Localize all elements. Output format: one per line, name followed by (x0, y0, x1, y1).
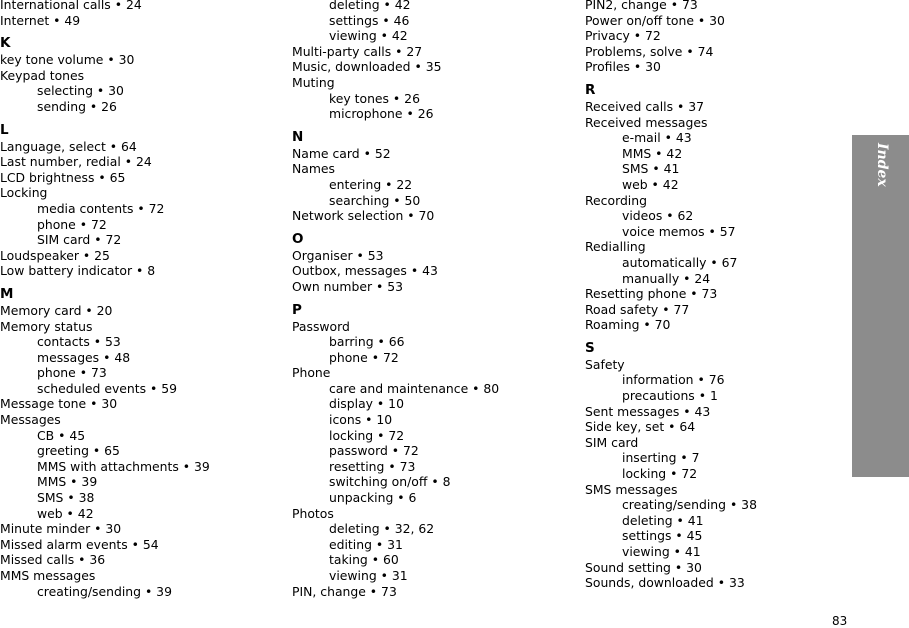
index-subentry: phone • 73 (37, 365, 107, 381)
index-subentry: information • 76 (622, 372, 725, 388)
index-entry: Memory status (0, 318, 93, 334)
index-subentry: microphone • 26 (329, 106, 434, 122)
index-subentry: precautions • 1 (622, 388, 718, 404)
index-subentry: settings • 45 (622, 528, 703, 544)
index-entry: Phone (292, 365, 331, 381)
index-column-3 (585, 0, 845, 591)
index-entry: Memory card • 20 (0, 302, 113, 318)
index-entry: Privacy • 72 (585, 28, 661, 44)
index-entry: Road safety • 77 (585, 301, 690, 317)
section-letter: O (292, 230, 304, 247)
index-entry: MMS messages (0, 568, 96, 583)
index-subentry: contacts • 53 (37, 334, 121, 350)
index-subentry: media contents • 72 (37, 200, 165, 216)
index-subentry: deleting • 42 (329, 0, 411, 12)
index-subentry: automatically • 67 (622, 254, 738, 270)
index-entry: Redialling (585, 239, 646, 255)
index-subentry: viewing • 41 (622, 544, 701, 559)
index-subentry: display • 10 (329, 396, 404, 412)
section-letter: N (292, 128, 304, 145)
index-subentry: deleting • 41 (622, 512, 704, 528)
index-entry: Muting (292, 74, 335, 90)
index-subentry: resetting • 73 (329, 458, 416, 474)
index-entry: Name card • 52 (292, 145, 391, 161)
index-subentry: viewing • 42 (329, 28, 408, 44)
index-subentry: messages • 48 (37, 349, 131, 365)
index-subentry: MMS with attachments • 39 (37, 458, 210, 474)
index-subentry: phone • 72 (37, 216, 107, 232)
index-subentry: sending • 26 (37, 98, 117, 114)
index-entry: Sounds, downloaded • 33 (585, 575, 745, 591)
index-subentry: settings • 46 (329, 12, 410, 28)
index-subentry: searching • 50 (329, 192, 421, 208)
index-subentry: voice memos • 57 (622, 223, 736, 239)
index-subentry: SIM card • 72 (37, 232, 122, 248)
index-entry: Roaming • 70 (585, 317, 671, 333)
section-letter: P (292, 301, 302, 318)
index-entry: Low battery indicator • 8 (0, 263, 156, 279)
index-subentry: key tones • 26 (329, 90, 420, 106)
index-entry: Received calls • 37 (585, 98, 705, 114)
index-entry: Messages (0, 412, 61, 428)
index-entry: Keypad tones (0, 67, 85, 83)
index-entry: Sound setting • 30 (585, 559, 702, 575)
index-entry: Own number • 53 (292, 278, 403, 294)
index-subentry: selecting • 30 (37, 83, 124, 99)
index-subentry: scheduled events • 59 (37, 380, 178, 396)
index-entry: Outbox, messages • 43 (292, 263, 438, 279)
index-entry: Organiser • 53 (292, 247, 384, 263)
index-entry: Profiles • 30 (585, 59, 661, 75)
index-subentry: viewing • 31 (329, 568, 408, 583)
index-entry: Resetting phone • 73 (585, 286, 718, 302)
index-subentry: locking • 72 (329, 427, 405, 443)
index-subentry: SMS • 41 (622, 161, 680, 177)
section-letter: M (0, 285, 14, 302)
section-letter: K (0, 35, 11, 52)
index-subentry: manually • 24 (622, 270, 711, 286)
index-entry: Music, downloaded • 35 (292, 59, 442, 75)
index-subentry: e-mail • 43 (622, 130, 692, 146)
index-subentry: entering • 22 (329, 176, 413, 192)
index-subentry: care and maintenance • 80 (329, 380, 500, 396)
index-entry: Received messages (585, 114, 708, 130)
index-entry: Last number, redial • 24 (0, 154, 152, 170)
index-entry: Message tone • 30 (0, 396, 118, 412)
index-entry: PIN2, change • 73 (585, 0, 698, 12)
index-subentry: MMS • 39 (37, 474, 98, 490)
index-subentry: web • 42 (622, 176, 679, 192)
index-subentry: MMS • 42 (622, 145, 683, 161)
index-entry: International calls • 24 (0, 0, 142, 12)
index-entry: SMS messages (585, 481, 678, 497)
index-entry: PIN, change • 73 (292, 583, 397, 599)
index-subentry: locking • 72 (622, 466, 698, 482)
index-entry: Problems, solve • 74 (585, 43, 714, 59)
index-entry: Multi-party calls • 27 (292, 43, 423, 59)
index-entry: Loudspeaker • 25 (0, 247, 110, 263)
index-subentry: icons • 10 (329, 412, 393, 428)
index-subentry: deleting • 32, 62 (329, 521, 435, 537)
index-subentry: greeting • 65 (37, 443, 120, 459)
page-number: 83 (832, 614, 848, 628)
index-subentry: barring • 66 (329, 334, 405, 350)
section-letter: S (585, 339, 595, 356)
index-entry: Minute minder • 30 (0, 521, 122, 537)
index-subentry: editing • 31 (329, 536, 403, 552)
index-subentry: taking • 60 (329, 552, 399, 568)
index-entry: Sent messages • 43 (585, 403, 711, 419)
index-entry: Missed calls • 36 (0, 552, 106, 568)
index-subentry: creating/sending • 39 (37, 583, 172, 599)
index-entry: Names (292, 161, 336, 177)
index-entry: SIM card (585, 434, 639, 450)
index-subentry: inserting • 7 (622, 450, 700, 466)
index-entry: Network selection • 70 (292, 208, 435, 224)
section-letter: L (0, 121, 9, 138)
index-entry: Photos (292, 505, 334, 521)
index-entry: Safety (585, 356, 625, 372)
index-entry: Missed alarm events • 54 (0, 536, 159, 552)
index-subentry: creating/sending • 38 (622, 497, 757, 513)
index-column-1 (0, 0, 270, 599)
index-side-tab (852, 135, 909, 477)
index-subentry: unpacking • 6 (329, 490, 417, 506)
side-tab-label: Index (874, 143, 890, 187)
index-entry: Locking (0, 185, 48, 201)
index-entry: Recording (585, 192, 647, 208)
section-letter: R (585, 81, 596, 98)
index-entry: Power on/off tone • 30 (585, 12, 725, 28)
index-column-2 (292, 0, 572, 599)
index-subentry: web • 42 (37, 505, 94, 521)
index-entry: Internet • 49 (0, 12, 81, 28)
index-subentry: password • 72 (329, 443, 419, 459)
index-subentry: phone • 72 (329, 349, 399, 365)
index-entry: key tone volume • 30 (0, 52, 135, 68)
index-subentry: videos • 62 (622, 208, 694, 224)
index-entry: LCD brightness • 65 (0, 169, 126, 185)
index-entry: Language, select • 64 (0, 138, 137, 154)
index-subentry: CB • 45 (37, 427, 86, 443)
index-subentry: switching on/off • 8 (329, 474, 451, 490)
index-entry: Password (292, 318, 350, 334)
index-subentry: SMS • 38 (37, 490, 95, 506)
index-entry: Side key, set • 64 (585, 419, 696, 435)
